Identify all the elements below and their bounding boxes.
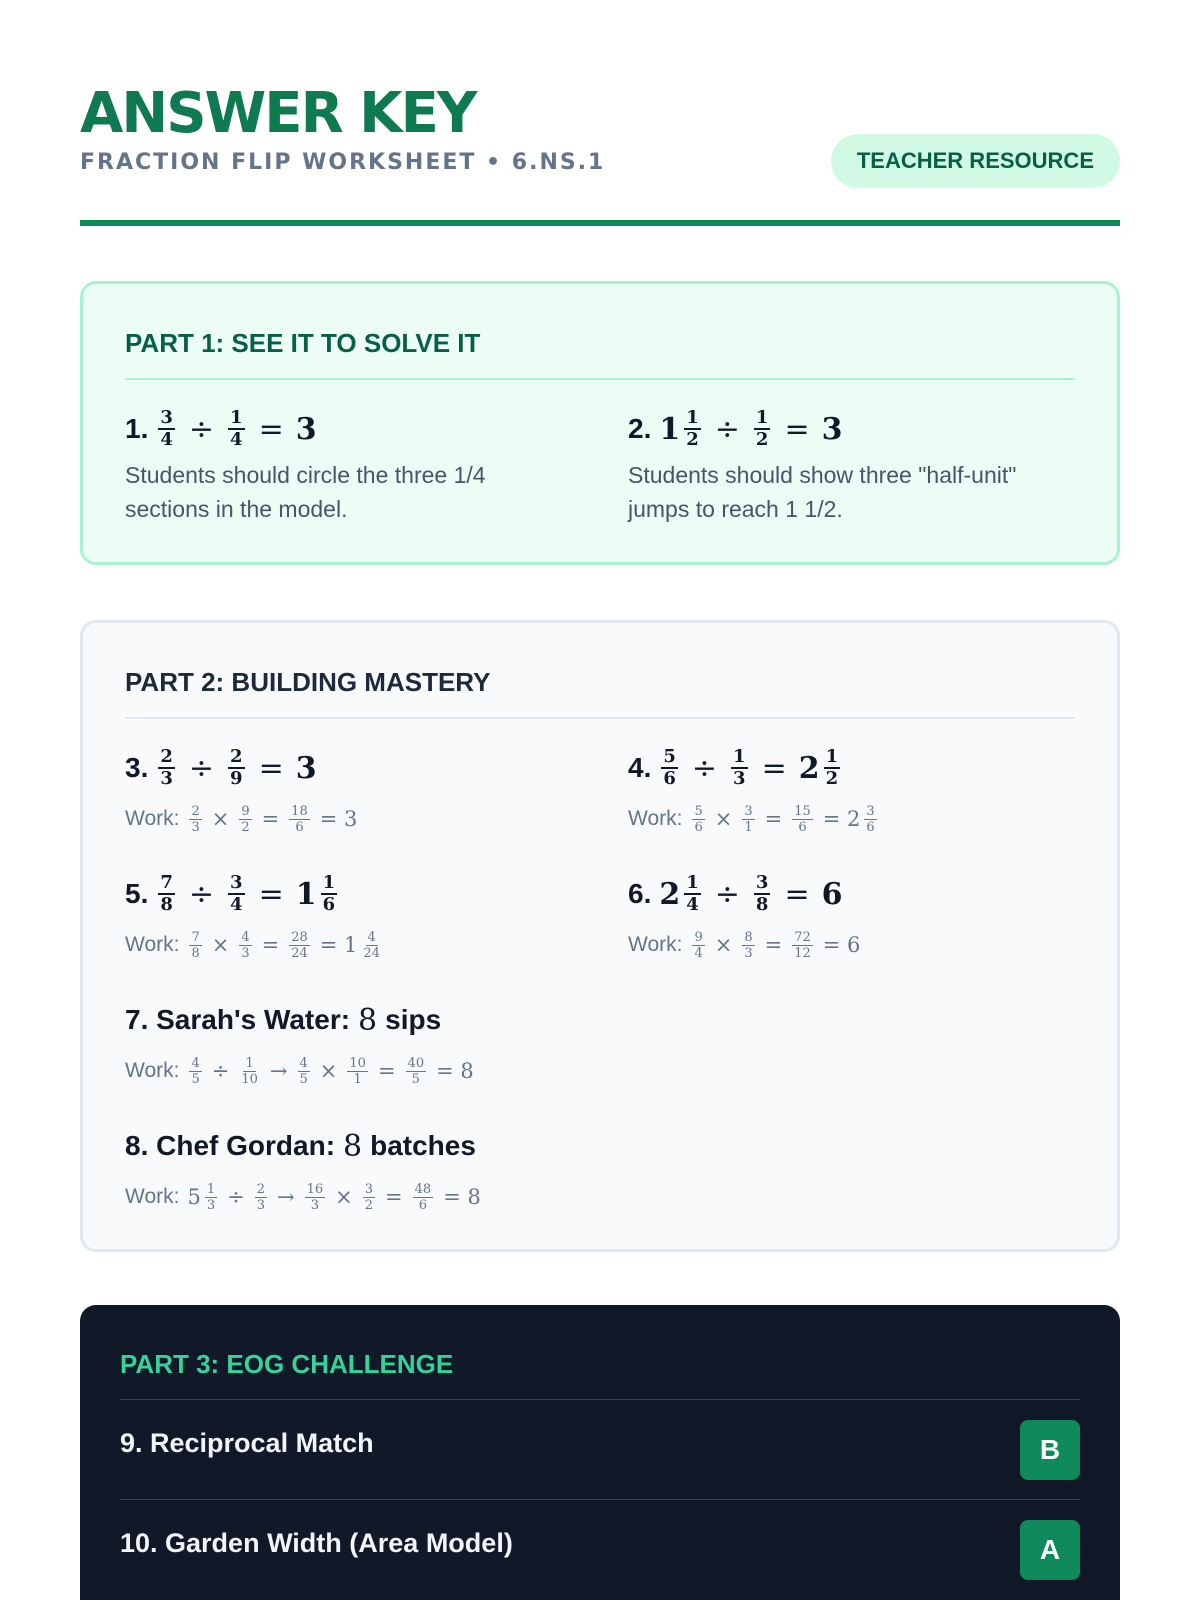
problem-label: 8. Chef Gordan: bbox=[125, 1130, 336, 1161]
numerator: 1 bbox=[230, 407, 243, 428]
denominator: 3 bbox=[241, 945, 250, 961]
problem-5-work bbox=[125, 925, 384, 965]
answer-fraction bbox=[824, 747, 841, 789]
denominator: 5 bbox=[191, 1071, 200, 1087]
problem-number: 1. bbox=[125, 413, 149, 444]
problem-7 bbox=[125, 995, 474, 1091]
denominator: 5 bbox=[299, 1071, 308, 1087]
numerator: 9 bbox=[241, 803, 250, 819]
work-expression bbox=[187, 1056, 473, 1087]
problem-1-explanation: Students should circle the three 1/4 sections in the model. bbox=[125, 462, 486, 522]
teacher-resource-badge: TEACHER RESOURCE bbox=[831, 134, 1120, 188]
denominator: 6 bbox=[295, 819, 304, 835]
denominator: 3 bbox=[191, 819, 200, 835]
numerator: 3 bbox=[866, 803, 875, 819]
answer: 3 bbox=[295, 750, 317, 786]
equals-sign: = bbox=[261, 933, 280, 957]
fraction bbox=[684, 873, 701, 915]
answer: 3 bbox=[821, 411, 843, 447]
problem-3 bbox=[125, 743, 357, 839]
fraction bbox=[742, 804, 754, 835]
problem-1 bbox=[125, 404, 545, 526]
equals-sign: = bbox=[385, 1185, 403, 1209]
answer-key-page bbox=[80, 0, 1120, 1565]
numerator: 3 bbox=[160, 407, 173, 428]
problem-4 bbox=[628, 743, 879, 839]
fraction bbox=[189, 804, 201, 835]
divide-sign: ÷ bbox=[714, 411, 740, 447]
denominator: 2 bbox=[686, 429, 699, 450]
numerator: 1 bbox=[322, 872, 336, 893]
problem-8 bbox=[125, 1121, 481, 1217]
denominator: 8 bbox=[191, 945, 200, 961]
problem-8-work bbox=[125, 1177, 481, 1217]
denominator: 8 bbox=[755, 894, 769, 915]
answer-unit: sips bbox=[385, 1004, 442, 1035]
problem-number: 2. bbox=[628, 413, 652, 444]
problem-4-work bbox=[628, 799, 879, 839]
fraction bbox=[692, 930, 704, 961]
numerator: 10 bbox=[349, 1055, 366, 1071]
part2-title: PART 2: BUILDING MASTERY bbox=[125, 667, 491, 697]
denominator: 6 bbox=[418, 1197, 428, 1213]
numerator: 1 bbox=[825, 746, 839, 767]
denominator: 6 bbox=[694, 819, 703, 835]
denominator: 12 bbox=[794, 945, 811, 961]
fraction bbox=[754, 408, 771, 450]
multiply-sign: × bbox=[211, 933, 230, 957]
work-result-whole: = 1 bbox=[319, 933, 358, 957]
problem-label: 7. Sarah's Water: bbox=[125, 1004, 351, 1035]
fraction bbox=[413, 1182, 434, 1213]
numerator: 2 bbox=[191, 803, 200, 819]
answer-badge: B bbox=[1020, 1420, 1080, 1480]
fraction bbox=[228, 873, 245, 915]
denominator: 2 bbox=[241, 819, 250, 835]
problem-8-answer bbox=[125, 1121, 481, 1171]
denominator: 4 bbox=[686, 894, 699, 915]
denominator: 9 bbox=[230, 768, 243, 789]
answer: 8 bbox=[343, 1128, 363, 1164]
fraction bbox=[406, 1056, 427, 1087]
multiply-sign: × bbox=[714, 807, 733, 831]
work-result: = 8 bbox=[443, 1185, 481, 1209]
numerator: 2 bbox=[256, 1181, 265, 1197]
problem-3-equation bbox=[125, 743, 357, 793]
equals-sign: = bbox=[258, 750, 284, 786]
numerator: 28 bbox=[291, 929, 308, 945]
numerator: 3 bbox=[744, 803, 753, 819]
work-expression bbox=[690, 930, 860, 961]
denominator: 8 bbox=[160, 894, 173, 915]
fraction bbox=[255, 1182, 267, 1213]
problem-number: 6. bbox=[628, 878, 652, 909]
equals-sign: = bbox=[764, 933, 783, 957]
denominator: 5 bbox=[411, 1071, 420, 1087]
divide-sign: ÷ bbox=[227, 1185, 245, 1209]
numerator: 18 bbox=[291, 803, 308, 819]
part3-card bbox=[80, 1305, 1120, 1600]
fraction bbox=[228, 408, 245, 450]
work-label: Work: bbox=[125, 807, 180, 830]
challenge-label: 10. Garden Width (Area Model) bbox=[120, 1528, 513, 1558]
numerator: 1 bbox=[245, 1055, 254, 1071]
problem-6-equation bbox=[628, 869, 860, 919]
fraction bbox=[305, 1182, 326, 1213]
problem-number: 5. bbox=[125, 878, 149, 909]
problem-number: 3. bbox=[125, 752, 149, 783]
denominator: 2 bbox=[364, 1197, 374, 1213]
fraction bbox=[792, 930, 813, 961]
problem-5 bbox=[125, 869, 384, 965]
work-result: = 8 bbox=[436, 1059, 474, 1083]
problem-2 bbox=[628, 404, 1048, 526]
divide-sign: ÷ bbox=[714, 876, 740, 912]
fraction bbox=[239, 930, 251, 961]
numerator: 1 bbox=[686, 407, 699, 428]
equals-sign: = bbox=[258, 411, 284, 447]
answer: 6 bbox=[821, 876, 843, 912]
problem-1-equation bbox=[125, 404, 545, 454]
work-expression bbox=[187, 930, 384, 961]
numerator: 3 bbox=[755, 872, 769, 893]
part1-divider bbox=[125, 378, 1075, 380]
multiply-sign: × bbox=[714, 933, 733, 957]
divide-sign: ÷ bbox=[211, 1059, 230, 1083]
equals-sign: = bbox=[764, 807, 783, 831]
page-title: ANSWER KEY bbox=[80, 81, 476, 146]
numerator: 16 bbox=[306, 1181, 324, 1197]
denominator: 2 bbox=[825, 768, 839, 789]
equals-sign: = bbox=[761, 750, 787, 786]
work-label: Work: bbox=[125, 1059, 180, 1082]
numerator: 3 bbox=[364, 1181, 374, 1197]
numerator: 1 bbox=[686, 872, 699, 893]
numerator: 40 bbox=[407, 1055, 425, 1071]
numerator: 4 bbox=[299, 1055, 308, 1071]
fraction bbox=[692, 804, 704, 835]
numerator: 8 bbox=[744, 929, 753, 945]
problem-4-equation bbox=[628, 743, 879, 793]
fraction bbox=[298, 1056, 310, 1087]
answer-whole: 1 bbox=[295, 876, 317, 912]
denominator: 24 bbox=[291, 945, 308, 961]
work-expression bbox=[690, 804, 878, 835]
fraction bbox=[731, 747, 748, 789]
work-result: = 3 bbox=[319, 807, 358, 831]
denominator: 2 bbox=[755, 429, 769, 450]
denominator: 3 bbox=[733, 768, 746, 789]
fraction bbox=[239, 1056, 260, 1087]
answer-unit: batches bbox=[370, 1130, 476, 1161]
fraction bbox=[363, 1182, 375, 1213]
numerator: 1 bbox=[206, 1181, 216, 1197]
problem-2-equation bbox=[628, 404, 1048, 454]
equals-sign: = bbox=[784, 876, 810, 912]
denominator: 3 bbox=[310, 1197, 320, 1213]
denominator: 3 bbox=[256, 1197, 265, 1213]
fraction bbox=[228, 747, 245, 789]
numerator: 4 bbox=[241, 929, 250, 945]
equals-sign: = bbox=[261, 807, 280, 831]
challenge-row-9 bbox=[120, 1400, 1080, 1500]
part2-card bbox=[80, 620, 1120, 1252]
fraction bbox=[158, 408, 175, 450]
multiply-sign: × bbox=[211, 807, 230, 831]
work-result: = 6 bbox=[822, 933, 861, 957]
fraction bbox=[158, 873, 175, 915]
numerator: 4 bbox=[367, 929, 376, 945]
work-label: Work: bbox=[628, 807, 683, 830]
divide-sign: ÷ bbox=[188, 876, 215, 912]
numerator: 2 bbox=[160, 746, 173, 767]
numerator: 1 bbox=[733, 746, 746, 767]
numerator: 3 bbox=[230, 872, 243, 893]
fraction bbox=[792, 804, 813, 835]
work-label: Work: bbox=[628, 933, 683, 956]
numerator: 5 bbox=[663, 746, 676, 767]
numerator: 7 bbox=[191, 929, 200, 945]
fraction bbox=[864, 804, 876, 835]
denominator: 4 bbox=[230, 894, 243, 915]
fraction bbox=[361, 930, 382, 961]
answer-fraction bbox=[321, 873, 338, 915]
divide-sign: ÷ bbox=[188, 750, 215, 786]
denominator: 3 bbox=[744, 945, 753, 961]
work-result-whole: = 2 bbox=[822, 807, 861, 831]
work-label: Work: bbox=[125, 933, 180, 956]
denominator: 6 bbox=[866, 819, 875, 835]
denominator: 3 bbox=[206, 1197, 216, 1213]
denominator: 1 bbox=[744, 819, 753, 835]
denominator: 24 bbox=[363, 945, 380, 961]
divide-sign: ÷ bbox=[188, 411, 215, 447]
page-subtitle: FRACTION FLIP WORKSHEET • 6.NS.1 bbox=[80, 150, 606, 175]
numerator: 7 bbox=[160, 872, 173, 893]
arrow-icon: → bbox=[269, 1059, 288, 1083]
challenge-label: 9. Reciprocal Match bbox=[120, 1428, 374, 1458]
numerator: 15 bbox=[794, 803, 811, 819]
problem-6 bbox=[628, 869, 860, 965]
denominator: 6 bbox=[798, 819, 807, 835]
denominator: 6 bbox=[663, 768, 676, 789]
whole-number: 5 bbox=[187, 1185, 201, 1209]
whole-number: 1 bbox=[659, 411, 681, 447]
header-divider bbox=[80, 220, 1120, 226]
header bbox=[80, 0, 1120, 228]
answer-whole: 2 bbox=[798, 750, 820, 786]
numerator: 4 bbox=[191, 1055, 200, 1071]
work-label: Work: bbox=[125, 1185, 180, 1208]
equals-sign: = bbox=[377, 1059, 396, 1083]
fraction bbox=[205, 1182, 217, 1213]
answer: 8 bbox=[358, 1002, 378, 1038]
fraction bbox=[742, 930, 754, 961]
part2-divider bbox=[125, 717, 1075, 719]
numerator: 1 bbox=[755, 407, 769, 428]
whole-number: 2 bbox=[659, 876, 681, 912]
equals-sign: = bbox=[784, 411, 810, 447]
numerator: 9 bbox=[694, 929, 703, 945]
fraction bbox=[158, 747, 175, 789]
fraction bbox=[189, 1056, 201, 1087]
numerator: 2 bbox=[230, 746, 243, 767]
denominator: 10 bbox=[241, 1071, 258, 1087]
problem-2-explanation: Students should show three "half-unit" jumps to reach 1 1/2. bbox=[628, 462, 1017, 522]
problem-number: 4. bbox=[628, 752, 652, 783]
fraction bbox=[754, 873, 771, 915]
fraction bbox=[239, 804, 251, 835]
part1-card bbox=[80, 281, 1120, 565]
arrow-icon: → bbox=[277, 1185, 295, 1209]
fraction bbox=[189, 930, 201, 961]
fraction bbox=[684, 408, 701, 450]
fraction bbox=[661, 747, 678, 789]
answer: 3 bbox=[295, 411, 317, 447]
denominator: 4 bbox=[230, 429, 243, 450]
divide-sign: ÷ bbox=[691, 750, 718, 786]
multiply-sign: × bbox=[335, 1185, 353, 1209]
problem-7-work bbox=[125, 1051, 474, 1091]
fraction bbox=[289, 930, 310, 961]
answer-badge: A bbox=[1020, 1520, 1080, 1580]
equals-sign: = bbox=[258, 876, 284, 912]
part1-title: PART 1: SEE IT TO SOLVE IT bbox=[125, 328, 481, 358]
numerator: 72 bbox=[794, 929, 811, 945]
challenge-row-10 bbox=[120, 1500, 1080, 1600]
denominator: 3 bbox=[160, 768, 173, 789]
problem-7-answer bbox=[125, 995, 474, 1045]
fraction bbox=[347, 1056, 368, 1087]
part3-title: PART 3: EOG CHALLENGE bbox=[120, 1349, 454, 1379]
problem-5-equation bbox=[125, 869, 384, 919]
problem-6-work bbox=[628, 925, 860, 965]
denominator: 1 bbox=[353, 1071, 362, 1087]
numerator: 48 bbox=[414, 1181, 432, 1197]
denominator: 4 bbox=[160, 429, 173, 450]
multiply-sign: × bbox=[319, 1059, 338, 1083]
problem-3-work bbox=[125, 799, 357, 839]
denominator: 6 bbox=[322, 894, 336, 915]
work-expression bbox=[187, 804, 357, 835]
fraction bbox=[289, 804, 310, 835]
numerator: 5 bbox=[694, 803, 703, 819]
denominator: 4 bbox=[694, 945, 703, 961]
work-expression bbox=[187, 1182, 480, 1213]
